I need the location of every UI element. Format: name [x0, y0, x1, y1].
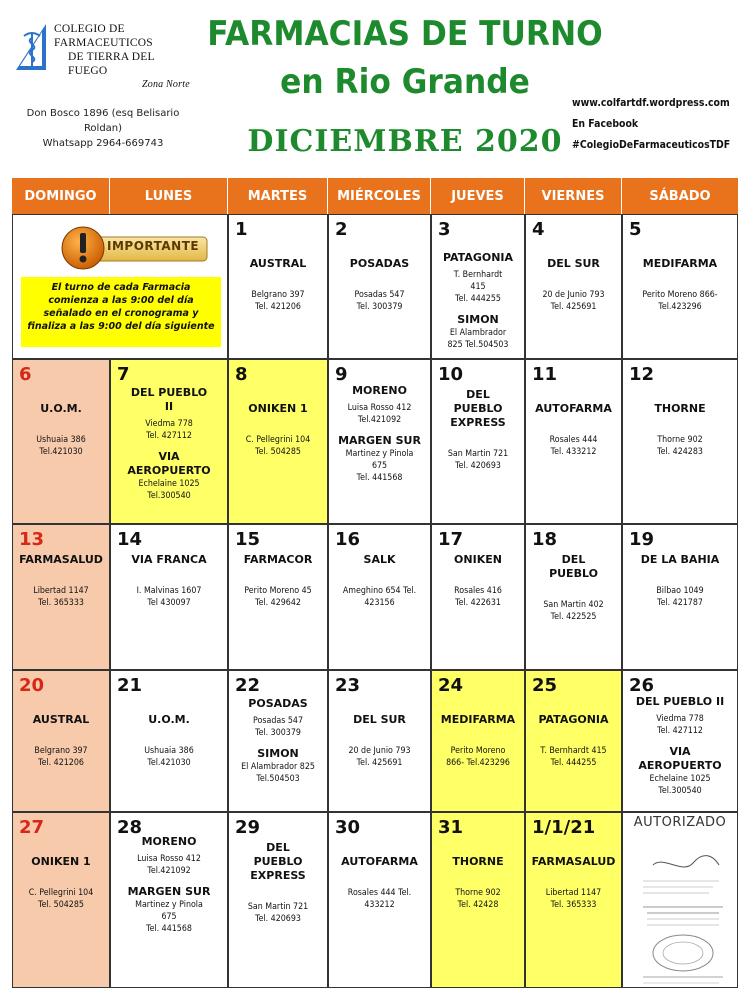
- pharmacy-address: San Martin 402: [543, 600, 604, 610]
- day-number: 5: [629, 219, 642, 240]
- pharmacy-block: [15, 553, 107, 609]
- pharmacy-address: 20 de Junio 793: [542, 290, 605, 300]
- pharmacy-block: [434, 388, 522, 472]
- pharmacy-address: Perito Moreno 866-: [642, 290, 718, 300]
- day-cell: [622, 359, 738, 524]
- pharmacy-name-3: EXPRESS: [250, 869, 306, 882]
- pharmacy-block: [331, 384, 428, 484]
- pharmacy2-phone-2: Tel. 441568: [146, 924, 192, 934]
- pharmacy-phone: Tel. 425691: [356, 758, 403, 768]
- pharmacy-block: [434, 553, 522, 609]
- pharmacy-block: [434, 713, 522, 769]
- pharmacy-block: [231, 402, 325, 458]
- pharmacy2-phone: Tel.300540: [147, 491, 191, 501]
- pharmacy-phone: Tel.421030: [39, 447, 83, 457]
- day-number: 13: [19, 529, 45, 550]
- pharmacy-address: C. Pellegrini 104: [245, 435, 311, 445]
- org-line3: DE TIERRA DEL FUEGO: [68, 51, 155, 77]
- pharmacy-name-2: PUEBLO: [549, 567, 598, 580]
- day-cell: [110, 524, 228, 670]
- pharmacy-block: [15, 402, 107, 458]
- pharmacy-phone: Tel. 365333: [550, 900, 597, 910]
- pharmacy-phone: Tel.423296: [658, 302, 702, 312]
- pharmacy-name: VIA FRANCA: [131, 553, 207, 566]
- address-text: Don Bosco 1896 (esq Belisario Roldan): [26, 108, 180, 134]
- pharmacy-name-2: PUEBLO: [453, 402, 503, 415]
- pharmacy2-address: Martinez y Pinola: [135, 900, 203, 910]
- pharmacy-phone: Tel. 504285: [255, 447, 301, 457]
- website-link[interactable]: www.colfartdf.wordpress.com: [572, 96, 730, 109]
- pharmacy-address: Ameghino 654 Tel.: [342, 586, 417, 596]
- pharmacy-block: [528, 257, 619, 313]
- pharmacy-address: Perito Moreno: [450, 746, 506, 756]
- day-cell: [328, 670, 431, 812]
- pharmacy2-address: Echelaine 1025: [649, 774, 711, 784]
- pharmacy-block: [528, 402, 619, 458]
- pharmacy-address: Luisa Rosso 412: [347, 403, 412, 413]
- day-cell: [228, 670, 328, 812]
- pharmacy-block: [231, 257, 325, 313]
- day-number: 11: [532, 364, 558, 385]
- pharmacy-name: AUSTRAL: [32, 713, 90, 726]
- pharmacy-phone: Tel. 424283: [657, 447, 703, 457]
- pharmacy-block: [231, 841, 325, 925]
- pharmacy-block: [331, 713, 428, 769]
- day-number: 6: [19, 364, 32, 385]
- day-number: 29: [235, 817, 261, 838]
- pharmacy-address: Posadas 547: [253, 716, 303, 726]
- pharmacy-address: Rosales 416: [454, 586, 502, 596]
- pharmacy-block: [331, 855, 428, 911]
- day-cell: [431, 812, 525, 988]
- pharmacy2-name: SIMON: [457, 313, 499, 326]
- pharmacy2-phone: 825 Tel.504503: [447, 340, 509, 350]
- pharmacy-name: MORENO: [352, 384, 407, 397]
- day-number: 27: [19, 817, 45, 838]
- day-number: 20: [19, 675, 45, 696]
- pharmacy-address: Luisa Rosso 412: [137, 854, 201, 864]
- pharmacy-phone: Tel. 420693: [455, 461, 501, 471]
- day-number: 17: [438, 529, 464, 550]
- pharmacy-address: San Martin 721: [247, 902, 309, 912]
- pharmacy-address: Posadas 547: [354, 290, 405, 300]
- pharmacy-phone: Tel. 420693: [255, 914, 301, 924]
- pharmacy-block: [331, 257, 428, 313]
- pharmacy-phone: 423156: [364, 598, 395, 608]
- pharmacy2-name-2: AEROPUERTO: [638, 759, 722, 772]
- pharmacy2-address: Echelaine 1025: [138, 479, 200, 489]
- pharmacy-phone: Tel. 300379: [356, 302, 403, 312]
- day-number: 9: [335, 364, 348, 385]
- pharmacy-name: DEL: [266, 841, 290, 854]
- day-number: 31: [438, 817, 464, 838]
- pharmacy-address: T. Bernhardt 415: [540, 746, 607, 756]
- day-header-sabado: SÁBADO: [622, 178, 738, 214]
- day-cell: [622, 670, 738, 812]
- pharmacy-address: Libertad 1147: [545, 888, 602, 898]
- pharmacy-name: AUSTRAL: [249, 257, 307, 270]
- day-number: 16: [335, 529, 361, 550]
- pharmacy2-name: MARGEN SUR: [127, 885, 211, 898]
- pharmacy-name: ONIKEN 1: [248, 402, 308, 415]
- day-header-jueves: JUEVES: [431, 178, 525, 214]
- day-number: 26: [629, 675, 655, 696]
- pharmacy-phone: Tel. 427112: [657, 726, 703, 736]
- pharmacy-name: MEDIFARMA: [642, 257, 718, 270]
- pharmacy-name: FARMACOR: [243, 553, 313, 566]
- pharmacy-address: Rosales 444 Tel.: [347, 888, 412, 898]
- pharmacy-block: [15, 713, 107, 769]
- pharmacy-block: [15, 855, 107, 911]
- pharmacy-address: Thorne 902: [657, 435, 703, 445]
- pharmacy-name: DE LA BAHIA: [640, 553, 720, 566]
- day-number: 28: [117, 817, 143, 838]
- pharmacy-block: [528, 855, 619, 911]
- org-zone: Zona Norte: [142, 79, 190, 90]
- important-label: IMPORTANTE: [107, 239, 200, 253]
- day-cell: [12, 524, 110, 670]
- pharmacy-name: MORENO: [141, 835, 197, 848]
- pharmacy-phone: Tel.421092: [357, 415, 402, 425]
- pharmacy-address: Ushuaia 386: [144, 746, 194, 756]
- pharmacy-block: [625, 553, 735, 609]
- pharmacy-name-3: EXPRESS: [450, 416, 506, 429]
- signature-stamp-icon: [623, 835, 738, 985]
- contact-address: [18, 106, 188, 151]
- pharmacy-block: [528, 553, 619, 623]
- pharmacy-address: Viedma 778: [145, 419, 193, 429]
- org-line1: COLEGIO DE: [54, 23, 125, 35]
- day-number: 25: [532, 675, 558, 696]
- pharmacy-name: AUTOFARMA: [341, 855, 418, 868]
- day-cell: [110, 812, 228, 988]
- day-cell: [622, 524, 738, 670]
- pharmacy-phone: Tel. 422525: [550, 612, 597, 622]
- pharmacy-phone: Tel. 433212: [550, 447, 597, 457]
- pharmacy-name: DEL SUR: [547, 257, 600, 270]
- pharmacy-block: [625, 257, 735, 313]
- pharmacy-block: [434, 855, 522, 911]
- pharmacy-phone: Tel. 429642: [255, 598, 301, 608]
- pharmacy2-address: El Alambrador: [449, 328, 507, 338]
- day-header-domingo: DOMINGO: [12, 178, 110, 214]
- header: [0, 0, 750, 178]
- day-cell: [622, 214, 738, 359]
- org-line2: FARMACEUTICOS: [54, 37, 153, 49]
- pharmacy-name: U.O.M.: [40, 402, 82, 415]
- month-title: DICIEMBRE 2020: [247, 124, 563, 159]
- pharmacy-name-2: II: [164, 400, 174, 413]
- day-number: 1: [235, 219, 248, 240]
- pharmacy-address: Perito Moreno 45: [244, 586, 312, 596]
- day-cell: [228, 524, 328, 670]
- day-number: 2: [335, 219, 348, 240]
- pharmacy-block: [625, 402, 735, 458]
- pharmacy-name: FARMASALUD: [19, 553, 103, 566]
- pharmacy-name: MEDIFARMA: [440, 713, 516, 726]
- pharmacy-address: Belgrano 397: [251, 290, 305, 300]
- day-number: 24: [438, 675, 464, 696]
- pharmacy-phone: Tel. 421206: [38, 758, 84, 768]
- pharmacy-phone: 415: [470, 282, 486, 292]
- day-cell: [525, 359, 622, 524]
- pharmacy-address: 20 de Junio 793: [348, 746, 411, 756]
- pharmacy-name: THORNE: [452, 855, 504, 868]
- pharmacy2-phone: Tel.504503: [256, 774, 300, 784]
- facebook-label: En Facebook: [572, 117, 639, 130]
- college-logo: [14, 18, 194, 88]
- day-header-lunes: LUNES: [110, 178, 228, 214]
- caduceus-logo-icon: [14, 18, 48, 74]
- whatsapp-text: Whatsapp 2964-669743: [42, 138, 164, 149]
- pharmacy-phone-2: Tel. 444255: [455, 294, 501, 304]
- day-cell: [12, 670, 110, 812]
- pharmacy-phone: 866- Tel.423296: [446, 758, 510, 768]
- pharmacy-block: [113, 553, 225, 609]
- pharmacy-phone: 433212: [364, 900, 395, 910]
- pharmacy-phone: Tel. 427112: [146, 431, 192, 441]
- pharmacy-block: [231, 553, 325, 609]
- pharmacy-address: Libertad 1147: [33, 586, 89, 596]
- pharmacy-name: DEL: [466, 388, 490, 401]
- pharmacy-name: ONIKEN: [454, 553, 502, 566]
- pharmacy-address: Rosales 444: [549, 435, 598, 445]
- pharmacy-name: U.O.M.: [148, 713, 190, 726]
- day-header-martes: MARTES: [228, 178, 328, 214]
- day-number: 21: [117, 675, 143, 696]
- day-number: 7: [117, 364, 130, 385]
- pharmacy-phone: Tel.421092: [147, 866, 191, 876]
- pharmacy-block: [113, 835, 225, 935]
- pharmacy-name: PATAGONIA: [442, 251, 514, 264]
- day-cell: [525, 812, 622, 988]
- pharmacy-name: FARMASALUD: [531, 855, 616, 868]
- pharmacy-name: POSADAS: [349, 257, 410, 270]
- day-cell: [525, 670, 622, 812]
- pharmacy-phone: Tel. 421787: [657, 598, 703, 608]
- pharmacy-name: AUTOFARMA: [535, 402, 612, 415]
- pharmacy2-name: SIMON: [257, 747, 299, 760]
- pharmacy-address: Thorne 902: [455, 888, 501, 898]
- pharmacy-name: DEL: [561, 553, 586, 566]
- pharmacy-name: THORNE: [654, 402, 706, 415]
- pharmacy-block: [528, 713, 619, 769]
- day-cell: [431, 214, 525, 359]
- pharmacy-phone: Tel. 444255: [550, 758, 597, 768]
- college-name: [54, 22, 194, 92]
- day-number: 19: [629, 529, 655, 550]
- pharmacy-address: Belgrano 397: [34, 746, 88, 756]
- pharmacy-phone: Tel 430097: [147, 598, 191, 608]
- pharmacy-address: Viedma 778: [656, 714, 704, 724]
- pharmacy-address: Ushuaia 386: [36, 435, 86, 445]
- day-number: 18: [532, 529, 558, 550]
- pharmacy2-phone: 675: [371, 461, 388, 471]
- page-title: FARMACIAS DE TURNO: [207, 14, 603, 54]
- pharmacy-phone: Tel. 42428: [457, 900, 499, 910]
- day-cell: [328, 359, 431, 524]
- pharmacy2-phone: 675: [161, 912, 177, 922]
- day-cell: [328, 214, 431, 359]
- web-links: [572, 92, 730, 155]
- day-cell: [12, 359, 110, 524]
- day-cell: [12, 812, 110, 988]
- day-cell: [431, 670, 525, 812]
- day-cell: [525, 524, 622, 670]
- pharmacy-block: [625, 695, 735, 797]
- facebook-hashtag[interactable]: #ColegioDeFarmaceuticosTDF: [572, 138, 731, 151]
- pharmacy-address: C. Pellegrini 104: [28, 888, 94, 898]
- pharmacy-phone: Tel. 365333: [38, 598, 84, 608]
- day-number: 14: [117, 529, 143, 550]
- day-cell: [110, 670, 228, 812]
- pharmacy2-name: VIA: [669, 745, 691, 758]
- day-number: 4: [532, 219, 545, 240]
- day-header-miercoles: MIÉRCOLES: [328, 178, 431, 214]
- pharmacy-name: PATAGONIA: [538, 713, 609, 726]
- important-notice: [12, 214, 228, 359]
- day-number: 30: [335, 817, 361, 838]
- pharmacy2-address: El Alambrador 825: [241, 762, 315, 772]
- pharmacy-name: DEL PUEBLO: [130, 386, 208, 399]
- pharmacy2-address: Martinez y Pinola: [345, 449, 414, 459]
- day-number: 3: [438, 219, 451, 240]
- pharmacy-block: [113, 386, 225, 502]
- pharmacy-block: [331, 553, 428, 609]
- day-cell: [328, 524, 431, 670]
- pharmacy2-phone-2: Tel. 441568: [356, 473, 403, 483]
- day-header-viernes: VIERNES: [525, 178, 622, 214]
- pharmacy-block: [113, 713, 225, 769]
- day-cell: [228, 359, 328, 524]
- pharmacy-address: I. Malvinas 1607: [136, 586, 202, 596]
- pharmacy-phone: Tel. 425691: [550, 302, 597, 312]
- pharmacy-name: DEL SUR: [353, 713, 406, 726]
- day-number: 12: [629, 364, 655, 385]
- pharmacy-name: DEL PUEBLO II: [635, 695, 725, 708]
- pharmacy-block: [231, 697, 325, 785]
- pharmacy2-name: VIA: [158, 450, 180, 463]
- pharmacy-name-2: PUEBLO: [253, 855, 303, 868]
- day-cell: [228, 812, 328, 988]
- pharmacy-address: T. Bernhardt: [453, 270, 503, 280]
- day-number: 22: [235, 675, 261, 696]
- pharmacy-phone: Tel. 504285: [38, 900, 84, 910]
- authorized-label: AUTORIZADO: [633, 815, 727, 830]
- pharmacy2-name: MARGEN SUR: [338, 434, 421, 447]
- pharmacy-phone: Tel. 421206: [255, 302, 301, 312]
- pharmacy-name: SALK: [363, 553, 396, 566]
- day-cell: [431, 359, 525, 524]
- day-cell: [228, 214, 328, 359]
- day-number: 10: [438, 364, 464, 385]
- pharmacy-phone: Tel.421030: [147, 758, 191, 768]
- day-number: 23: [335, 675, 361, 696]
- day-cell: [110, 359, 228, 524]
- pharmacy-phone: Tel. 422631: [455, 598, 501, 608]
- pharmacy-phone: Tel. 300379: [255, 728, 301, 738]
- pharmacy2-name-2: AEROPUERTO: [127, 464, 211, 477]
- page-subtitle: en Rio Grande: [280, 62, 530, 102]
- day-number: 15: [235, 529, 261, 550]
- pharmacy-name: POSADAS: [248, 697, 308, 710]
- day-number: 1/1/21: [532, 817, 596, 838]
- calendar-grid: [12, 178, 738, 988]
- pharmacy2-phone: Tel.300540: [658, 786, 702, 796]
- day-number: 8: [235, 364, 248, 385]
- day-cell: [525, 214, 622, 359]
- authorized-stamp-cell: [622, 812, 738, 988]
- pharmacy-block: [434, 251, 522, 351]
- day-cell: [431, 524, 525, 670]
- pharmacy-address: San Martin 721: [447, 449, 509, 459]
- notice-text: El turno de cada Farmacia comienza a las 9:00 del día señalado en el cronograma y finaliza a las 9:00 del día siguiente: [21, 277, 221, 347]
- pharmacy-name: ONIKEN 1: [31, 855, 91, 868]
- pharmacy-address: Bilbao 1049: [656, 586, 704, 596]
- day-cell: [328, 812, 431, 988]
